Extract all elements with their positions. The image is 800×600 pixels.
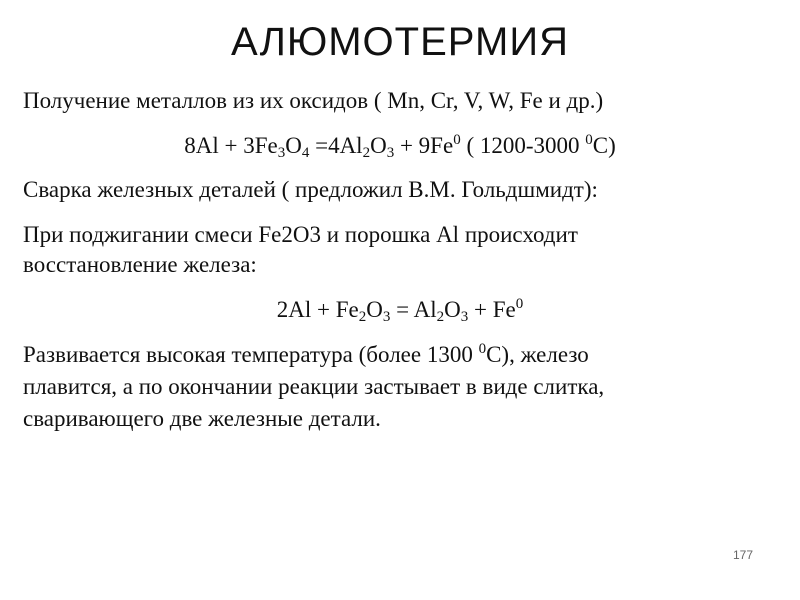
eq1-part: O	[370, 133, 387, 158]
paragraph-temperature-line1	[23, 340, 783, 370]
eq1-subscript: 4	[301, 145, 310, 161]
eq1-subscript: 2	[362, 145, 371, 161]
eq1-superscript: 0	[585, 132, 593, 148]
slide-title: АЛЮМОТЕРМИЯ	[231, 20, 569, 64]
eq2-subscript: 2	[358, 309, 367, 325]
eq1-part: 8Al + 3Fe	[184, 133, 278, 158]
eq2-superscript: 0	[515, 296, 524, 312]
paragraph-temperature-line3: сваривающего две железные детали.	[23, 406, 381, 431]
eq1-part: O	[285, 133, 302, 158]
paragraph-temperature-line2: плавится, а по окончании реакции застывает в виде слитка,	[23, 374, 605, 399]
eq1-subscript: 3	[277, 145, 286, 161]
eq2-part: = Al	[390, 297, 437, 322]
paragraph-welding: Сварка железных деталей ( предложил В.М. Гольдшмидт):	[23, 177, 598, 202]
eq2-part: O	[444, 297, 461, 322]
equation-iron-oxide-reduction	[0, 131, 800, 161]
eq1-part: + 9Fe	[394, 133, 454, 158]
temp-degree-superscript: 0	[478, 341, 487, 357]
eq1-subscript: 3	[386, 145, 395, 161]
eq2-subscript: 3	[460, 309, 469, 325]
eq1-part: =4Al	[309, 133, 363, 158]
eq1-part: ( 1200-3000	[460, 133, 586, 158]
paragraph-metal-production: Получение металлов из их оксидов ( Mn, Cr, V, W, Fe и др.)	[23, 88, 604, 113]
eq2-part: 2Al + Fe	[276, 297, 359, 322]
paragraph-ignition-line1: При поджигании смеси Fe2O3 и порошка Al происходит	[23, 222, 578, 247]
eq2-part: O	[366, 297, 383, 322]
eq2-subscript: 2	[436, 309, 445, 325]
eq2-part: + Fe	[468, 297, 516, 322]
page-number: 177	[732, 548, 753, 562]
temp-text: С), железо	[486, 342, 589, 367]
eq1-superscript: 0	[453, 132, 461, 148]
eq2-subscript: 3	[382, 309, 391, 325]
temp-text: Развивается высокая температура (более 1300	[23, 342, 479, 367]
eq1-part: C)	[592, 133, 616, 158]
equation-thermite-reaction	[0, 295, 800, 325]
paragraph-ignition-line2: восстановление железа:	[23, 252, 257, 277]
